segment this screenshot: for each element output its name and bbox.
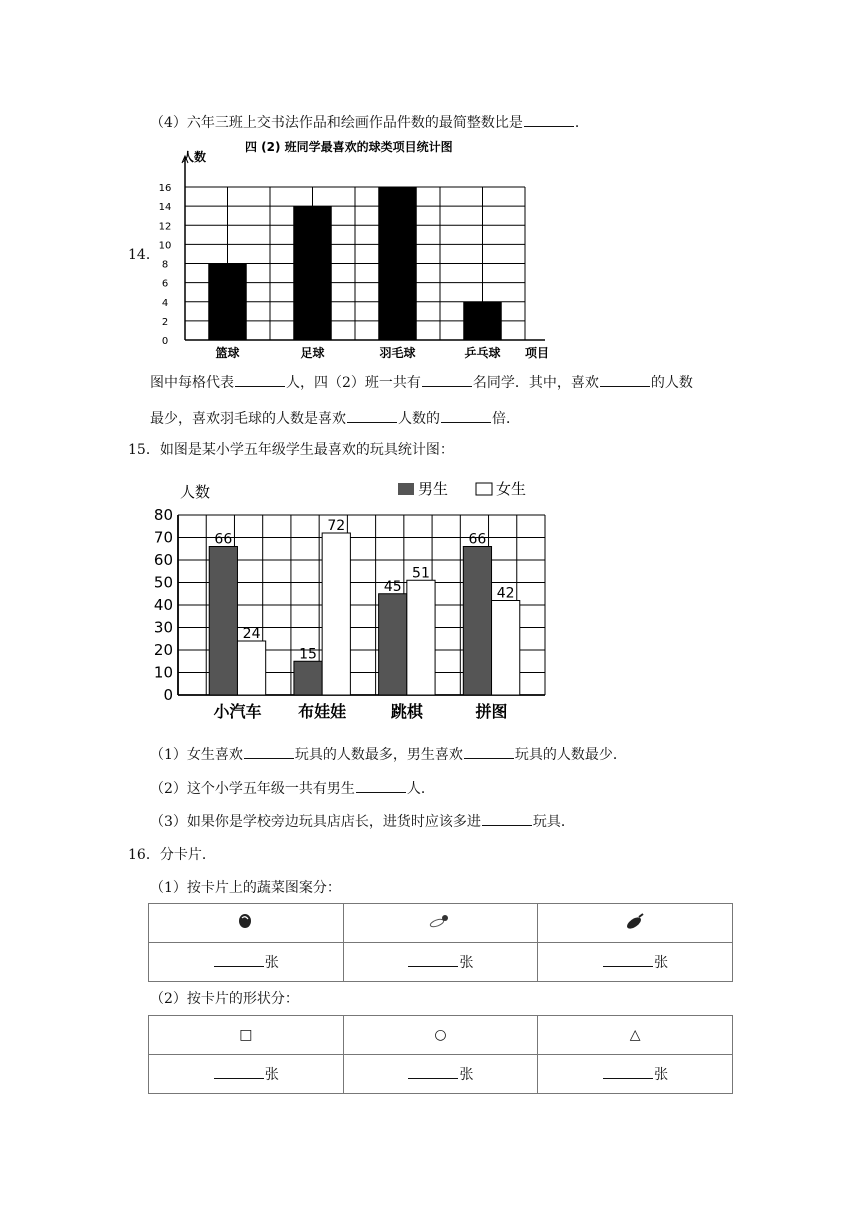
table-cell [149, 1016, 344, 1055]
data-label-girls: 42 [496, 585, 515, 602]
y-axis-label: 人数 [180, 483, 211, 501]
q14-text: 名同学．其中，喜欢 [472, 375, 599, 391]
table-cell [149, 943, 344, 982]
q16-intro: 16．分卡片． [128, 847, 216, 863]
square-icon: □ [239, 1027, 253, 1043]
bar [463, 302, 502, 340]
q14-text: 图中每格代表 [150, 375, 234, 391]
q13-part4-suffix: ． [574, 115, 589, 131]
y-tick-label: 70 [153, 528, 173, 547]
bar [208, 264, 247, 341]
q15-text: 玩具． [532, 814, 575, 830]
q15-text: （3）如果你是学校旁边玩具店店长，进货时应该多进 [150, 814, 481, 830]
q15-text: 玩具的人数最多，男生喜欢 [294, 747, 463, 763]
question-number-14: 14． [128, 247, 160, 263]
answer-blank[interactable] [422, 372, 472, 387]
q14-text: 人，四（2）班一共有 [286, 375, 421, 391]
table-row [149, 943, 733, 982]
vegetable-card-table [148, 903, 733, 982]
x-axis-label: 项目 [524, 346, 550, 360]
y-axis-label: 人数 [182, 150, 207, 164]
cabbage-icon [236, 912, 256, 930]
y-tick-label: 12 [158, 221, 172, 233]
q14-text: 最少，喜欢羽毛球的人数是喜欢 [150, 411, 346, 427]
x-tick-label: 羽毛球 [379, 346, 416, 360]
answer-blank[interactable] [441, 408, 491, 423]
table-cell [538, 943, 733, 982]
table-cell [538, 904, 733, 943]
unit-label: 张 [459, 1067, 474, 1083]
circle-icon: ○ [434, 1027, 447, 1043]
q15-text: 人． [406, 781, 435, 797]
q14-line1 [150, 372, 693, 393]
chart-title: 四 (2) 班同学最喜欢的球类项目统计图 [245, 140, 453, 154]
y-tick-label: 50 [153, 573, 173, 592]
y-tick-label: 20 [153, 641, 173, 659]
data-label-girls: 72 [327, 518, 346, 534]
q15-sub1 [150, 744, 627, 765]
unit-label: 张 [264, 955, 279, 971]
answer-blank[interactable] [214, 952, 264, 967]
q16-sub2: （2）按卡片的形状分： [150, 991, 299, 1007]
answer-blank[interactable] [347, 408, 397, 423]
answer-blank[interactable] [524, 112, 574, 127]
y-tick-label: 4 [161, 297, 169, 309]
triangle-icon: △ [629, 1027, 641, 1043]
data-label-boys: 45 [383, 578, 402, 595]
y-tick-label: 30 [153, 618, 173, 637]
legend-swatch-boys [398, 483, 414, 495]
chart-ball-sports [150, 137, 570, 362]
bar [378, 187, 417, 340]
table-row [149, 904, 733, 943]
y-tick-label: 0 [163, 686, 173, 704]
table-row [149, 1055, 733, 1094]
table-cell [343, 904, 538, 943]
y-tick-label: 8 [161, 259, 169, 271]
answer-blank[interactable] [408, 1064, 458, 1079]
bar-boys [379, 594, 407, 695]
legend-swatch-girls [476, 483, 492, 495]
data-label-girls: 24 [242, 626, 261, 642]
shape-card-table [148, 1015, 733, 1094]
y-tick-label: 40 [153, 596, 173, 614]
bar [293, 206, 332, 340]
table-cell [538, 1016, 733, 1055]
table-cell [343, 1016, 538, 1055]
x-tick-label: 足球 [300, 346, 325, 360]
x-tick-label: 拼图 [475, 702, 508, 721]
bar-girls [492, 601, 520, 696]
q15-sub2 [150, 778, 435, 799]
table-cell [538, 1055, 733, 1094]
bar-girls [237, 641, 265, 695]
q15-text: （2）这个小学五年级一共有男生 [150, 781, 355, 797]
answer-blank[interactable] [235, 372, 285, 387]
data-label-girls: 51 [412, 565, 430, 582]
answer-blank[interactable] [356, 778, 406, 793]
answer-blank[interactable] [603, 952, 653, 967]
q16-sub1: （1）按卡片上的蔬菜图案分： [150, 880, 341, 896]
q14-line2 [150, 408, 520, 429]
q13-part4-line [150, 112, 589, 133]
y-tick-label: 80 [153, 506, 173, 524]
bar-boys [463, 547, 491, 696]
eggplant-icon [624, 912, 646, 930]
answer-blank[interactable] [214, 1064, 264, 1079]
x-tick-label: 跳棋 [390, 702, 423, 721]
x-tick-label: 布娃娃 [298, 702, 347, 721]
q13-part4-prefix: （4）六年三班上交书法作品和绘画作品件数的最简整数比是 [150, 115, 523, 131]
y-tick-label: 0 [161, 336, 169, 347]
table-cell [343, 1055, 538, 1094]
answer-blank[interactable] [244, 744, 294, 759]
unit-label: 张 [654, 955, 669, 971]
q14-text: 倍． [492, 411, 520, 427]
unit-label: 张 [459, 955, 474, 971]
data-label-boys: 66 [468, 531, 487, 548]
answer-blank[interactable] [603, 1064, 653, 1079]
x-tick-label: 篮球 [215, 346, 240, 360]
x-tick-label: 乒乓球 [464, 346, 501, 360]
legend-label-girls: 女生 [496, 480, 527, 498]
legend-label-boys: 男生 [418, 480, 449, 498]
bar-girls [322, 533, 350, 695]
unit-label: 张 [654, 1067, 669, 1083]
q14-text: 人数的 [398, 411, 440, 427]
unit-label: 张 [264, 1067, 279, 1083]
data-label-boys: 15 [299, 646, 317, 663]
q14-text: 的人数 [650, 375, 693, 391]
q15-text: （1）女生喜欢 [150, 747, 243, 763]
q15-intro: 15．如图是某小学五年级学生最喜欢的玩具统计图： [128, 442, 454, 458]
y-tick-label: 6 [161, 278, 169, 290]
table-cell [149, 904, 344, 943]
q15-text: 玩具的人数最少． [514, 747, 627, 763]
y-tick-label: 10 [153, 663, 173, 682]
answer-blank[interactable] [482, 811, 532, 826]
y-tick-label: 60 [153, 551, 173, 569]
x-tick-label: 小汽车 [213, 702, 262, 721]
answer-blank[interactable] [408, 952, 458, 967]
answer-blank[interactable] [464, 744, 514, 759]
bar-girls [407, 580, 435, 695]
y-tick-label: 10 [158, 240, 172, 252]
y-tick-label: 2 [161, 316, 169, 328]
table-cell [343, 943, 538, 982]
bar-boys [294, 661, 322, 695]
y-tick-label: 16 [158, 183, 172, 194]
y-tick-label: 14 [158, 202, 172, 214]
data-label-boys: 66 [214, 531, 233, 548]
answer-blank[interactable] [600, 372, 650, 387]
table-cell [149, 1055, 344, 1094]
table-row [149, 1016, 733, 1055]
chart-favorite-toys [148, 475, 548, 725]
bar-boys [209, 547, 237, 696]
radish-icon [428, 912, 452, 930]
q15-sub3 [150, 811, 575, 832]
